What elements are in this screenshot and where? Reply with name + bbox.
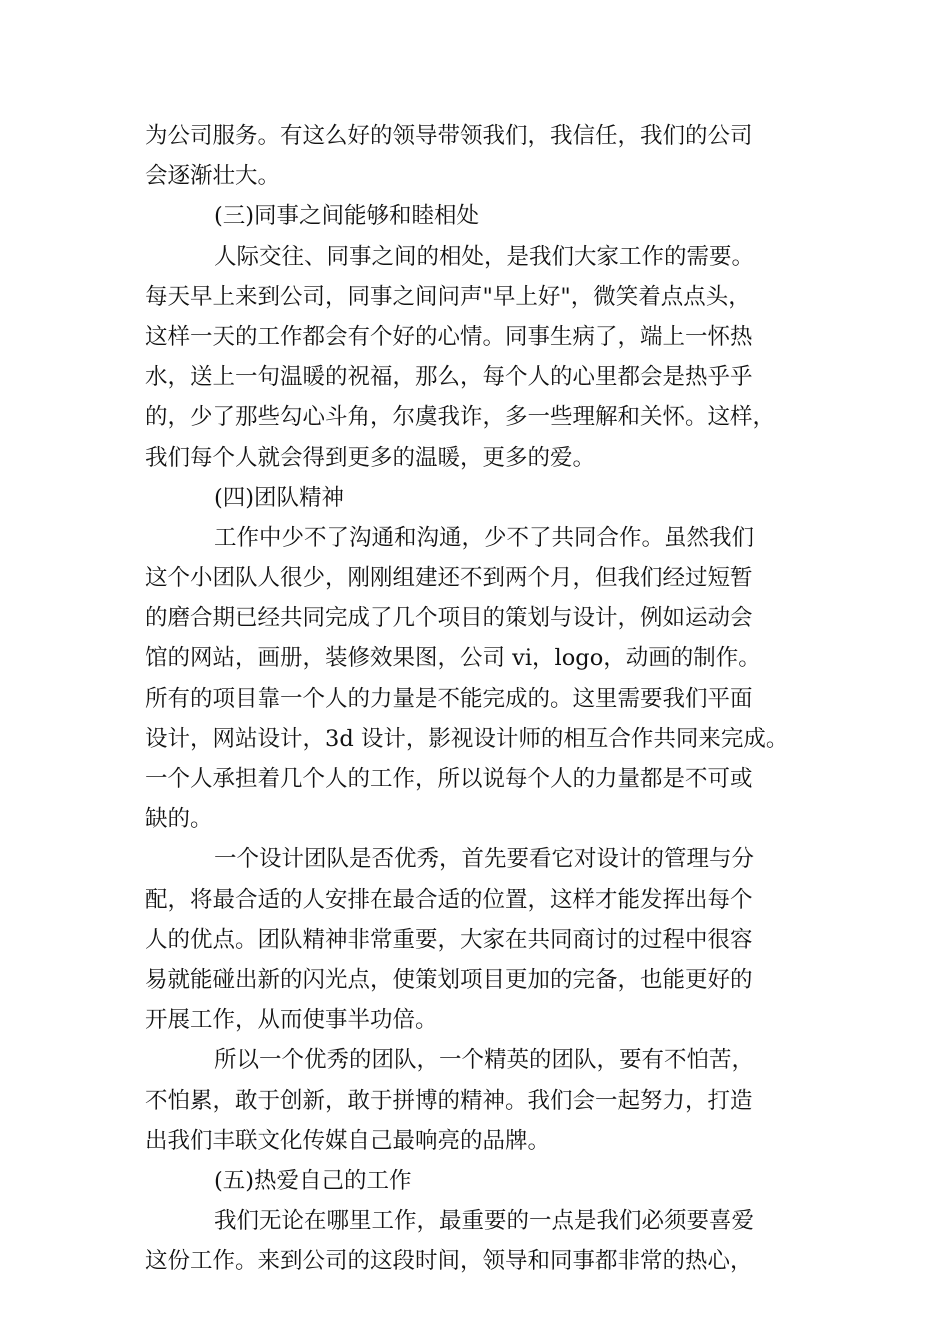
- section-heading: (三)同事之间能够和睦相处: [214, 203, 480, 230]
- text-line: 出我们丰联文化传媒自己最响亮的品牌。: [145, 1127, 551, 1154]
- text-line: 配，将最合适的人安排在最合适的位置，这样才能发挥出每个: [145, 886, 753, 913]
- text-line: 易就能碰出新的闪光点，使策划项目更加的完备，也能更好的: [145, 966, 753, 993]
- text-line: 水，送上一句温暖的祝福，那么，每个人的心里都会是热乎乎: [145, 364, 753, 391]
- text-line: 为公司服务。有这么好的领导带领我们，我信任，我们的公司: [145, 123, 753, 149]
- section-heading: (四)团队精神: [214, 484, 345, 511]
- section-heading: (五)热爱自己的工作: [214, 1167, 412, 1194]
- text-line: 所有的项目靠一个人的力量是不能完成的。这里需要我们平面: [145, 685, 753, 712]
- text-line: 这个小团队人很少，刚刚组建还不到两个月，但我们经过短暂: [145, 565, 753, 592]
- text-line: 我们每个人就会得到更多的温暖，更多的爱。: [145, 444, 596, 471]
- text-line: 的，少了那些勾心斗角，尔虞我诈，多一些理解和关怀。这样，: [145, 404, 776, 431]
- text-line: 一个设计团队是否优秀，首先要看它对设计的管理与分: [214, 846, 755, 873]
- text-line: 这份工作。来到公司的这段时间，领导和同事都非常的热心，: [145, 1248, 753, 1275]
- text-line: 每天早上来到公司，同事之间问声"早上好"，微笑着点点头，: [145, 283, 751, 310]
- text-line: 的磨合期已经共同完成了几个项目的策划与设计，例如运动会: [145, 605, 753, 632]
- text-line: 一个人承担着几个人的工作，所以说每个人的力量都是不可或: [145, 766, 753, 792]
- text-line: 这样一天的工作都会有个好的心情。同事生病了，端上一怀热: [145, 323, 753, 350]
- text-line: 我们无论在哪里工作，最重要的一点是我们必须要喜爱: [214, 1208, 755, 1235]
- text-line: 缺的。: [145, 806, 213, 833]
- text-line: 不怕累，敢于创新，敢于拼博的精神。我们会一起努力，打造: [145, 1087, 753, 1114]
- text-line: 所以一个优秀的团队，一个精英的团队，要有不怕苦，: [214, 1047, 755, 1074]
- text-line: 馆的网站，画册，装修效果图，公司 vi，logo，动画的制作。: [145, 645, 761, 672]
- text-line: 开展工作，从而使事半功倍。: [145, 1007, 438, 1034]
- document-body: [145, 116, 815, 1281]
- text-line: 工作中少不了沟通和沟通，少不了共同合作。虽然我们: [214, 524, 755, 551]
- text-line: 人的优点。团队精神非常重要，大家在共同商讨的过程中很容: [145, 926, 753, 953]
- text-line: 设计，网站设计，3d 设计，影视设计师的相互合作共同来完成。: [145, 725, 789, 752]
- text-line: 人际交往、同事之间的相处，是我们大家工作的需要。: [214, 243, 755, 270]
- text-line: 会逐渐壮大。: [145, 163, 281, 190]
